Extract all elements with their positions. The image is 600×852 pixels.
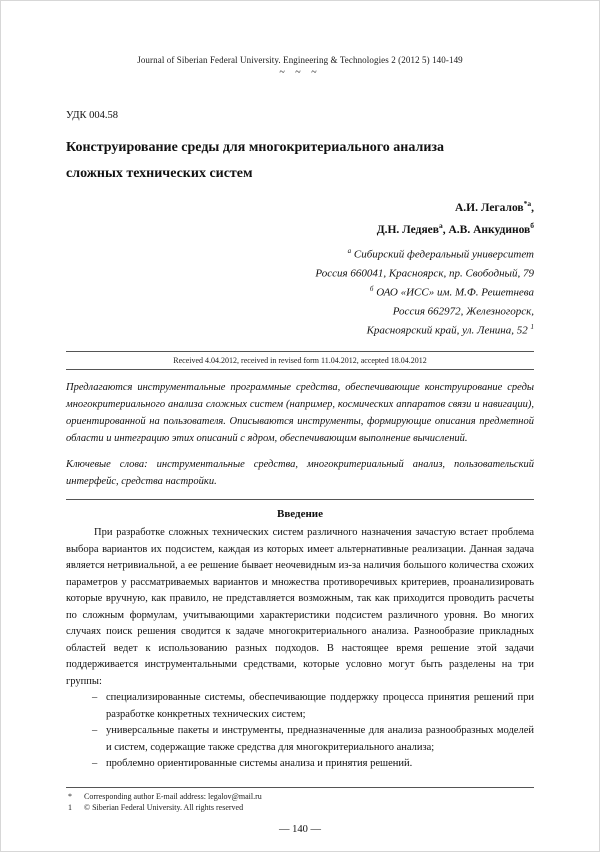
authors-block xyxy=(66,195,534,239)
divider-rule xyxy=(66,499,534,500)
affiliation-line xyxy=(66,282,534,301)
footnote-marker: * xyxy=(68,792,72,801)
list-item-text: проблемно ориентированные системы анализа и принятия решений. xyxy=(106,758,413,770)
affiliation-text: Россия 660041, Красноярск, пр. Свободный, 79 xyxy=(315,267,534,280)
author-superscript: а xyxy=(438,220,443,230)
author-separator: , xyxy=(531,201,534,214)
list-item xyxy=(66,723,534,756)
received-dates-block xyxy=(66,351,534,370)
author-separator: , xyxy=(442,223,449,236)
page-content xyxy=(1,1,599,773)
affiliation-line xyxy=(66,301,534,320)
footnote-text: © Siberian Federal University. All rights reserved xyxy=(84,803,244,812)
author-line-2 xyxy=(66,217,534,239)
keywords-text: Ключевые слова: инструментальные средства, многокритериальный анализ, пользовательский интерфейс, средства настройки. xyxy=(66,459,534,488)
footnote-text: Corresponding author E-mail address: legalov@mail.ru xyxy=(84,792,262,801)
author-name: А.И. Легалов xyxy=(454,201,524,214)
author-superscript: б xyxy=(530,220,534,230)
list-item-text: специализированные системы, обеспечивающие поддержку процесса принятия решений при разработке конкретных технических систем; xyxy=(106,692,534,720)
list-marker: – xyxy=(92,725,98,737)
affiliations-block xyxy=(66,244,534,340)
section-heading-introduction: Введение xyxy=(276,508,324,521)
article-title: Конструирование среды для многокритериального анализа сложных технических систем xyxy=(66,140,445,181)
page-number: — 140 — xyxy=(279,824,321,835)
list-item-text: универсальные пакеты и инструменты, предназначенные для анализа разнообразных моделей и систем, содержащие также средства для многокритериального анализа; xyxy=(106,725,534,753)
affiliation-line xyxy=(66,320,534,339)
intro-paragraph: При разработке сложных технических систем различного назначения зачастую встает проблема выбора вариантов их подсистем, каждая из которых имеет альтернативные реализации. Данная задача является нетривиальной, а ее решение бывает неочевидным из-за наличия большого количества схожих параметров у рассматриваемых вариантов и множества противоречивых критериев, проанализировать которые вручную, как правило, не представляется возможным, так как приходится проводить расчеты по сложным формулам, учитывающими характеристики подсистем различного уровня. Во многих случаях поиск решения сводится к задаче многокритериального анализа. Разнообразие прикладных областей ведет к использованию разных подходов. В настоящее время решение этой задачи поддерживается инструментальными средствами, которые условно могут быть разделены на три группы: xyxy=(66,527,534,687)
affiliation-text: ОАО «ИСС» им. М.Ф. Решетнева xyxy=(373,286,534,299)
footnote-item xyxy=(66,802,534,813)
author-superscript: *а xyxy=(523,199,532,208)
affiliation-line xyxy=(66,263,534,282)
list-item xyxy=(66,756,534,773)
affiliation-line xyxy=(66,244,534,263)
affiliation-text: Сибирский федеральный университет xyxy=(351,248,534,261)
affiliation-text: Россия 662972, Железногорск, xyxy=(392,305,534,318)
list-item xyxy=(66,690,534,723)
header-ornament: ~ ~ ~ xyxy=(279,67,321,78)
bullet-list xyxy=(66,690,534,773)
journal-header: Journal of Siberian Federal University. Engineering & Technologies 2 (2012 5) 140-149 xyxy=(137,55,463,65)
udc-code: УДК 004.58 xyxy=(66,110,119,121)
footnote-rule xyxy=(66,787,534,788)
abstract-text: Предлагаются инструментальные программные средства, обеспечивающие конструирование среды многокритериального анализа сложных систем (например, космических аппаратов связи и навигации), ориентированной на пользователя. Описываются инструменты, формирующие описания предметной области и интеграцию этих описаний с ядром, обеспечивающим выполнение вычислений. xyxy=(66,382,534,445)
author-name: Д.Н. Ледяев xyxy=(376,223,439,236)
affiliation-superscript: б xyxy=(369,284,374,293)
footnote-item xyxy=(66,791,534,802)
footnotes-block xyxy=(66,787,534,813)
affiliation-superscript: а xyxy=(347,246,352,255)
list-marker: – xyxy=(92,692,98,704)
author-line-1 xyxy=(66,195,534,217)
affiliation-text: Красноярский край, ул. Ленина, 52 xyxy=(366,324,531,337)
footnote-reference-superscript: 1 xyxy=(530,323,534,332)
list-marker: – xyxy=(92,758,98,770)
author-name: А.В. Анкудинов xyxy=(448,223,531,236)
received-dates: Received 4.04.2012, received in revised form 11.04.2012, accepted 18.04.2012 xyxy=(173,356,427,366)
footnote-marker: 1 xyxy=(68,803,72,812)
